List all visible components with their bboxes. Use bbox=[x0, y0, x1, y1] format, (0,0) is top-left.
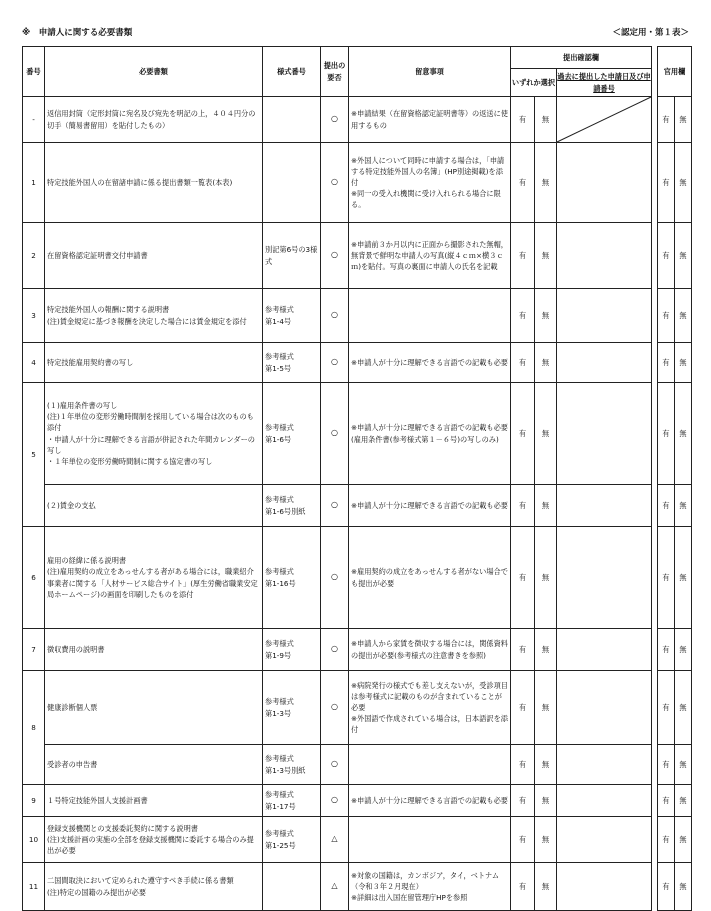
confirm-yes-option[interactable]: 有 bbox=[511, 383, 535, 485]
official-no-option: 無 bbox=[675, 671, 692, 745]
notes bbox=[349, 97, 511, 143]
official-yes-option: 有 bbox=[658, 785, 675, 817]
form-number bbox=[263, 143, 321, 223]
form-number bbox=[263, 485, 321, 527]
past-submission-field[interactable] bbox=[557, 143, 652, 223]
table-row bbox=[23, 143, 692, 223]
notes bbox=[349, 485, 511, 527]
notes-line: ※対象の国籍は，カンボジア，タイ，ベトナム（令和３年２月現在） bbox=[351, 870, 500, 891]
confirm-yes-option[interactable]: 有 bbox=[511, 289, 535, 343]
required-document bbox=[45, 485, 263, 527]
required-document-line: (２)賃金の支払 bbox=[47, 500, 96, 510]
notes-line: ※病院発行の様式でも差し支えないが，受診項目は参考様式に記載のものが含まれていることが必要 bbox=[351, 680, 508, 712]
row-number: 5 bbox=[23, 383, 45, 527]
confirm-yes-option[interactable]: 有 bbox=[511, 143, 535, 223]
required-document-line: 徴収費用の説明書 bbox=[47, 644, 105, 654]
notes-line: ※申請前３か月以内に正面から撮影された無帽，無背景で鮮明な申請人の写真(縦４ｃｍ×横３ｃｍ)を貼付。写真の裏面に申請人の氏名を記載 bbox=[351, 239, 508, 272]
confirm-yes-option[interactable]: 有 bbox=[511, 485, 535, 527]
form-number-line: 参考様式 bbox=[265, 754, 294, 764]
form-number bbox=[263, 629, 321, 671]
notes bbox=[349, 629, 511, 671]
required-document-line: (１)雇用条件書の写し bbox=[47, 401, 118, 411]
confirm-no-option[interactable]: 無 bbox=[535, 817, 557, 863]
row-number: 4 bbox=[23, 343, 45, 383]
notes bbox=[349, 785, 511, 817]
row-number: - bbox=[23, 97, 45, 143]
required-document bbox=[45, 745, 263, 785]
confirm-no-option[interactable]: 無 bbox=[535, 343, 557, 383]
submission-mark: ○ bbox=[321, 671, 349, 745]
table-body bbox=[23, 97, 692, 911]
required-document bbox=[45, 629, 263, 671]
official-yes-option: 有 bbox=[658, 97, 675, 143]
required-document-line: 特定技能外国人の報酬に関する説明書 bbox=[47, 305, 170, 315]
past-submission-field[interactable] bbox=[557, 817, 652, 863]
confirm-yes-option[interactable]: 有 bbox=[511, 97, 535, 143]
required-document-line: (注)雇用契約の成立をあっせんする者がある場合には，職業紹介事業者に関する「人材サービス総合サイト」(厚生労働省職業安定局ホームページ)の画面を印刷したものを添付 bbox=[47, 567, 258, 599]
official-yes-option: 有 bbox=[658, 629, 675, 671]
official-yes-option: 有 bbox=[658, 383, 675, 485]
notes bbox=[349, 817, 511, 863]
required-document bbox=[45, 785, 263, 817]
required-document-line: 受診者の申告書 bbox=[47, 759, 98, 769]
notes-line: ※同一の受入れ機関に受け入れられる場合に限る。 bbox=[351, 189, 501, 210]
past-submission-field[interactable] bbox=[557, 671, 652, 745]
notes bbox=[349, 223, 511, 289]
confirm-yes-option[interactable]: 有 bbox=[511, 223, 535, 289]
form-number-line: 第1-16号 bbox=[265, 578, 296, 588]
documents-table-wrapper bbox=[22, 46, 691, 911]
official-no-option: 無 bbox=[675, 343, 692, 383]
notes-line: ※詳細は出入国在留管理庁HPを参照 bbox=[351, 893, 468, 903]
header-row-1 bbox=[23, 47, 692, 69]
col-form-header: 様式番号 bbox=[263, 47, 321, 97]
official-no-option: 無 bbox=[675, 629, 692, 671]
notes bbox=[349, 527, 511, 629]
form-number-line: 参考様式 bbox=[265, 423, 294, 433]
form-number bbox=[263, 785, 321, 817]
required-document-line: １号特定技能外国人支援計画書 bbox=[47, 795, 148, 805]
form-number-line: 参考様式 bbox=[265, 829, 294, 839]
row-number: 11 bbox=[23, 863, 45, 911]
table-row bbox=[23, 485, 692, 527]
form-number-line: 第1-5号 bbox=[265, 363, 292, 373]
confirm-yes-option[interactable]: 有 bbox=[511, 817, 535, 863]
table-row bbox=[23, 527, 692, 629]
confirm-yes-option[interactable]: 有 bbox=[511, 527, 535, 629]
confirm-yes-option[interactable]: 有 bbox=[511, 745, 535, 785]
official-no-option: 無 bbox=[675, 485, 692, 527]
required-document bbox=[45, 289, 263, 343]
col-confirm-group-header: 提出確認欄 bbox=[511, 47, 652, 69]
col-notes-header: 留意事項 bbox=[349, 47, 511, 97]
form-number-line: 参考様式 bbox=[265, 305, 294, 315]
notes-line: ※申請人が十分に理解できる言語での記載も必要 bbox=[351, 795, 508, 805]
required-document bbox=[45, 143, 263, 223]
required-document-line: 二国間取決において定められた遵守すべき手続に係る書類 bbox=[47, 876, 234, 886]
form-number-line: 第1-3号別紙 bbox=[265, 765, 306, 775]
form-number-line: 参考様式 bbox=[265, 790, 294, 800]
required-document-line: 特定技能雇用契約書の写し bbox=[47, 357, 134, 367]
confirm-yes-option[interactable]: 有 bbox=[511, 671, 535, 745]
submission-mark: ○ bbox=[321, 223, 349, 289]
submission-mark: △ bbox=[321, 863, 349, 911]
row-number: 7 bbox=[23, 629, 45, 671]
required-document-line: (注)１年単位の変形労働時間制を採用している場合は次のものも添付 bbox=[47, 412, 254, 433]
table-row bbox=[23, 383, 692, 485]
notes-line: ※申請人が十分に理解できる言語での記載も必要 bbox=[351, 500, 508, 510]
required-document-line: (注)支援計画の実施の全部を登録支援機関に委託する場合のみ提出が必要 bbox=[47, 834, 254, 856]
diagonal-line bbox=[557, 97, 651, 142]
confirm-no-option[interactable]: 無 bbox=[535, 629, 557, 671]
form-number-line: 参考様式 bbox=[265, 495, 294, 505]
past-submission-field[interactable] bbox=[557, 629, 652, 671]
notes bbox=[349, 745, 511, 785]
form-label: ＜認定用・第１表＞ bbox=[612, 28, 689, 38]
confirm-no-option[interactable]: 無 bbox=[535, 671, 557, 745]
official-no-option: 無 bbox=[675, 785, 692, 817]
table-row bbox=[23, 745, 692, 785]
confirm-no-option[interactable]: 無 bbox=[535, 485, 557, 527]
row-number: 8 bbox=[23, 671, 45, 785]
required-document bbox=[45, 343, 263, 383]
form-number-line: 参考様式 bbox=[265, 352, 294, 362]
past-submission-field[interactable] bbox=[557, 863, 652, 911]
col-num-header: 番号 bbox=[23, 47, 45, 97]
required-document-line: 登録支援機関との支援委託契約に関する説明書 bbox=[47, 823, 198, 833]
official-yes-option: 有 bbox=[658, 343, 675, 383]
submission-mark: ○ bbox=[321, 143, 349, 223]
official-yes-option: 有 bbox=[658, 485, 675, 527]
official-no-option: 無 bbox=[675, 817, 692, 863]
col-either-header: いずれか選択 bbox=[511, 69, 557, 97]
official-yes-option: 有 bbox=[658, 863, 675, 911]
official-yes-option: 有 bbox=[658, 817, 675, 863]
past-submission-field[interactable] bbox=[557, 289, 652, 343]
row-number: 2 bbox=[23, 223, 45, 289]
required-document bbox=[45, 97, 263, 143]
form-number bbox=[263, 343, 321, 383]
confirm-yes-option[interactable]: 有 bbox=[511, 343, 535, 383]
form-number bbox=[263, 223, 321, 289]
form-number-line: 参考様式 bbox=[265, 697, 294, 707]
required-document-line: (注)賃金規定に基づき報酬を決定した場合には賃金規定を添付 bbox=[47, 316, 247, 326]
official-no-option: 無 bbox=[675, 289, 692, 343]
documents-table bbox=[22, 46, 692, 911]
form-number bbox=[263, 289, 321, 343]
form-number-line: 別記第6号の3様式 bbox=[265, 245, 318, 266]
submission-mark: ○ bbox=[321, 785, 349, 817]
row-number: 6 bbox=[23, 527, 45, 629]
notes-line: ※申請人が十分に理解できる言語での記載も必要 bbox=[351, 357, 508, 367]
row-number: 9 bbox=[23, 785, 45, 817]
form-number-line: 第1-9号 bbox=[265, 650, 292, 660]
diagonal-strike bbox=[557, 97, 651, 142]
past-submission-field[interactable] bbox=[557, 527, 652, 629]
notes bbox=[349, 383, 511, 485]
notes-line: ※外国人について同時に申請する場合は，「申請する特定技能外国人の名簿」(HP別途掲載)を添付 bbox=[351, 155, 505, 187]
row-number: 10 bbox=[23, 817, 45, 863]
notes bbox=[349, 289, 511, 343]
notes-line: ※雇用契約の成立をあっせんする者がない場合でも提出が必要 bbox=[351, 567, 508, 588]
submission-mark: ○ bbox=[321, 97, 349, 143]
past-submission-not-applicable bbox=[557, 97, 652, 143]
required-document-line: 雇用の経緯に係る説明書 bbox=[47, 556, 127, 566]
section-title: ※ 申請人に関する必要書類 bbox=[22, 28, 133, 38]
submission-mark: ○ bbox=[321, 485, 349, 527]
submission-mark: ○ bbox=[321, 629, 349, 671]
notes bbox=[349, 343, 511, 383]
table-row bbox=[23, 671, 692, 745]
form-number-line: 第1-4号 bbox=[265, 316, 292, 326]
confirm-no-option[interactable]: 無 bbox=[535, 785, 557, 817]
past-submission-field[interactable] bbox=[557, 745, 652, 785]
row-number: 1 bbox=[23, 143, 45, 223]
notes-line: ※外国語で作成されている場合は，日本語訳を添付 bbox=[351, 714, 508, 735]
official-yes-option: 有 bbox=[658, 745, 675, 785]
past-submission-field[interactable] bbox=[557, 343, 652, 383]
confirm-no-option[interactable]: 無 bbox=[535, 289, 557, 343]
confirm-yes-option[interactable]: 有 bbox=[511, 863, 535, 911]
official-yes-option: 有 bbox=[658, 671, 675, 745]
required-document bbox=[45, 527, 263, 629]
past-submission-field[interactable] bbox=[557, 383, 652, 485]
form-number-line: 第1-6号 bbox=[265, 434, 292, 444]
past-submission-field[interactable] bbox=[557, 485, 652, 527]
required-document bbox=[45, 383, 263, 485]
form-number bbox=[263, 745, 321, 785]
past-submission-field[interactable] bbox=[557, 223, 652, 289]
table-row bbox=[23, 629, 692, 671]
form-number bbox=[263, 383, 321, 485]
form-number-line: 第1-6号別紙 bbox=[265, 506, 306, 516]
notes bbox=[349, 671, 511, 745]
confirm-no-option[interactable]: 無 bbox=[535, 863, 557, 911]
official-no-option: 無 bbox=[675, 383, 692, 485]
table-row bbox=[23, 223, 692, 289]
submission-mark: ○ bbox=[321, 745, 349, 785]
official-no-option: 無 bbox=[675, 863, 692, 911]
submission-mark: ○ bbox=[321, 343, 349, 383]
submission-mark: △ bbox=[321, 817, 349, 863]
required-document bbox=[45, 863, 263, 911]
official-no-option: 無 bbox=[675, 143, 692, 223]
row-number: 3 bbox=[23, 289, 45, 343]
confirm-no-option[interactable]: 無 bbox=[535, 745, 557, 785]
table-row bbox=[23, 817, 692, 863]
confirm-yes-option[interactable]: 有 bbox=[511, 629, 535, 671]
table-row bbox=[23, 97, 692, 143]
form-number-line: 第1-17号 bbox=[265, 801, 296, 811]
form-number bbox=[263, 671, 321, 745]
submission-mark: ○ bbox=[321, 289, 349, 343]
official-no-option: 無 bbox=[675, 223, 692, 289]
confirm-no-option[interactable]: 無 bbox=[535, 383, 557, 485]
required-document bbox=[45, 223, 263, 289]
table-row bbox=[23, 343, 692, 383]
submission-mark: ○ bbox=[321, 527, 349, 629]
confirm-no-option[interactable]: 無 bbox=[535, 143, 557, 223]
notes bbox=[349, 143, 511, 223]
notes-line: ※申請結果（在留資格認定証明書等）の返送に使用するもの bbox=[351, 109, 508, 130]
confirm-yes-option[interactable]: 有 bbox=[511, 785, 535, 817]
notes bbox=[349, 863, 511, 911]
confirm-no-option[interactable]: 無 bbox=[535, 223, 557, 289]
table-row bbox=[23, 863, 692, 911]
form-number-line: 第1-25号 bbox=[265, 840, 296, 850]
form-number bbox=[263, 817, 321, 863]
official-yes-option: 有 bbox=[658, 289, 675, 343]
col-doc-header: 必要書類 bbox=[45, 47, 263, 97]
form-number bbox=[263, 527, 321, 629]
required-document-line: 返信用封筒（定形封筒に宛名及び宛先を明記の上，４０４円分の切手（簡易書留用）を貼付したもの） bbox=[47, 109, 256, 130]
required-document bbox=[45, 817, 263, 863]
submission-mark: ○ bbox=[321, 383, 349, 485]
notes-line: ※申請人が十分に理解できる言語での記載も必要(雇用条件書(参考様式第１－６号)の写しのみ) bbox=[351, 423, 508, 444]
col-official-header: 官用欄 bbox=[658, 47, 692, 97]
required-document-line: ・申請人が十分に理解できる言語が併記された年間カレンダーの写し bbox=[47, 434, 255, 455]
col-past-header: 過去に提出した申請日及び申請番号 bbox=[557, 69, 652, 97]
form-number-line: 参考様式 bbox=[265, 639, 294, 649]
required-document bbox=[45, 671, 263, 745]
required-document-line: ・１年単位の変形労働時間制に関する協定書の写し bbox=[47, 456, 213, 466]
required-document-line: 特定技能外国人の在留諸申請に係る提出書類一覧表(本表) bbox=[47, 177, 233, 187]
required-document-line: (注)特定の国籍のみ提出が必要 bbox=[47, 887, 147, 897]
required-document-line: 在留資格認定証明書交付申請書 bbox=[47, 250, 148, 260]
official-no-option: 無 bbox=[675, 97, 692, 143]
official-yes-option: 有 bbox=[658, 527, 675, 629]
table-row bbox=[23, 785, 692, 817]
form-number bbox=[263, 97, 321, 143]
confirm-no-option[interactable]: 無 bbox=[535, 527, 557, 629]
official-no-option: 無 bbox=[675, 527, 692, 629]
official-yes-option: 有 bbox=[658, 143, 675, 223]
official-no-option: 無 bbox=[675, 745, 692, 785]
form-number-line: 第1-3号 bbox=[265, 708, 292, 718]
form-number-line: 参考様式 bbox=[265, 567, 294, 577]
notes-line: ※申請人から家賃を徴収する場合には，関係資料の提出が必要(参考様式の注意書きを参照) bbox=[351, 639, 508, 660]
official-yes-option: 有 bbox=[658, 223, 675, 289]
past-submission-field[interactable] bbox=[557, 785, 652, 817]
confirm-no-option[interactable]: 無 bbox=[535, 97, 557, 143]
required-document-line: 健康診断個人票 bbox=[47, 702, 98, 712]
table-row bbox=[23, 289, 692, 343]
col-submit-header: 提出の要否 bbox=[321, 47, 349, 97]
form-number bbox=[263, 863, 321, 911]
